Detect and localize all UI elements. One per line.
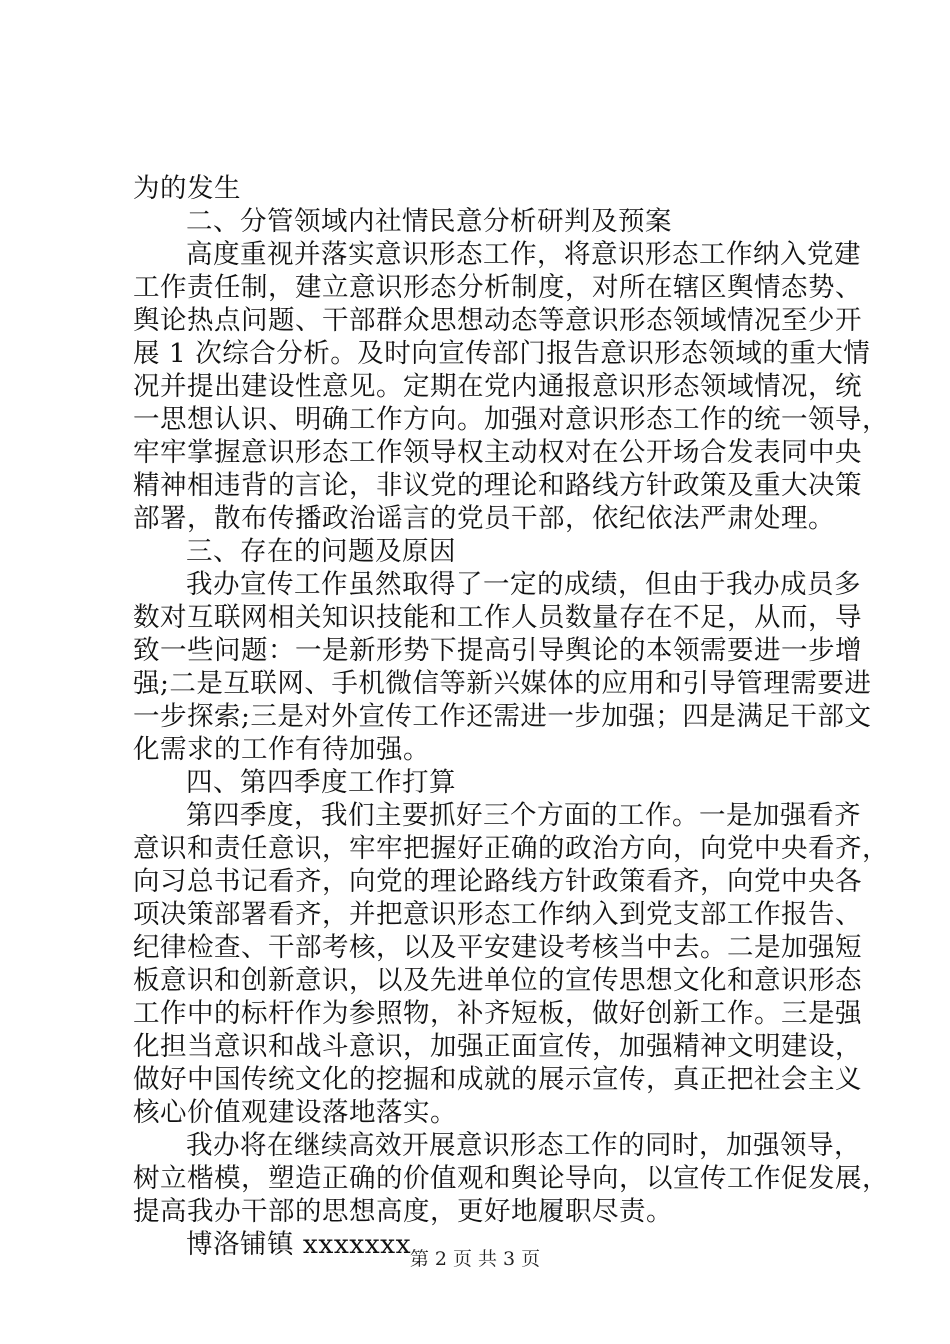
text-line: 高度重视并落实意识形态工作，将意识形态工作纳入党建: [186, 239, 861, 270]
text-line: 化担当意识和战斗意识，加强正面宣传，加强精神文明建设，: [133, 1031, 862, 1062]
text-line: 致一些问题：一是新形势下提高引导舆论的本领需要进一步增: [133, 635, 862, 666]
text-line: 博洛铺镇 xxxxxxx: [186, 1229, 412, 1260]
text-line: 为的发生: [133, 173, 241, 204]
text-line: 提高我办干部的思想高度，更好地履职尽责。: [133, 1196, 673, 1227]
text-line: 牢牢掌握意识形态工作领导权主动权对在公开场合发表同中央: [133, 437, 862, 468]
text-line: 舆论热点问题、干部群众思想动态等意识形态领域情况至少开: [133, 305, 862, 336]
text-line: 我办宣传工作虽然取得了一定的成绩，但由于我办成员多: [186, 569, 861, 600]
text-line: 二、分管领域内社情民意分析研判及预案: [186, 206, 672, 237]
text-line: 纪律检查、干部考核，以及平安建设考核当中去。二是加强短: [133, 932, 862, 963]
text-line: 树立楷模，塑造正确的价值观和舆论导向，以宣传工作促发展，: [133, 1163, 889, 1194]
text-line: 一步探索;三是对外宣传工作还需进一步加强；四是满足干部文: [133, 701, 872, 732]
text-line: 项决策部署看齐，并把意识形态工作纳入到党支部工作报告、: [133, 899, 862, 930]
text-line: 四、第四季度工作打算: [186, 767, 456, 798]
text-line: 核心价值观建设落地落实。: [133, 1097, 457, 1128]
text-line: 板意识和创新意识，以及先进单位的宣传思想文化和意识形态: [133, 965, 862, 996]
text-line: 做好中国传统文化的挖掘和成就的展示宣传，真正把社会主义: [133, 1064, 862, 1095]
text-line: 我办将在继续高效开展意识形态工作的同时，加强领导，: [186, 1130, 861, 1161]
text-line: 工作中的标杆作为参照物，补齐短板，做好创新工作。三是强: [133, 998, 862, 1029]
text-line: 数对互联网相关知识技能和工作人员数量存在不足，从而，导: [133, 602, 862, 633]
text-line: 部署，散布传播政治谣言的党员干部，依纪依法严肃处理。: [133, 503, 835, 534]
text-line: 工作责任制，建立意识形态分析制度，对所在辖区舆情态势、: [133, 272, 862, 303]
document-body: [133, 172, 889, 1261]
text-line: 强;二是互联网、手机微信等新兴媒体的应用和引导管理需要进: [133, 668, 872, 699]
text-line: 况并提出建设性意见。定期在党内通报意识形态领域情况，统: [133, 371, 862, 402]
text-line: 意识和责任意识，牢牢把握好正确的政治方向，向党中央看齐，: [133, 833, 889, 864]
text-line: 三、存在的问题及原因: [186, 536, 456, 567]
text-line: 展 1 次综合分析。及时向宣传部门报告意识形态领域的重大情: [133, 338, 871, 369]
page-number-footer: 第 2 页 共 3 页: [409, 1248, 541, 1270]
text-line: 一思想认识、明确工作方向。加强对意识形态工作的统一领导，: [133, 404, 889, 435]
text-line: 向习总书记看齐，向党的理论路线方针政策看齐，向党中央各: [133, 866, 862, 897]
text-line: 化需求的工作有待加强。: [133, 734, 430, 765]
text-line: 精神相违背的言论，非议党的理论和路线方针政策及重大决策: [133, 470, 862, 501]
text-line: 第四季度，我们主要抓好三个方面的工作。一是加强看齐: [186, 800, 861, 831]
